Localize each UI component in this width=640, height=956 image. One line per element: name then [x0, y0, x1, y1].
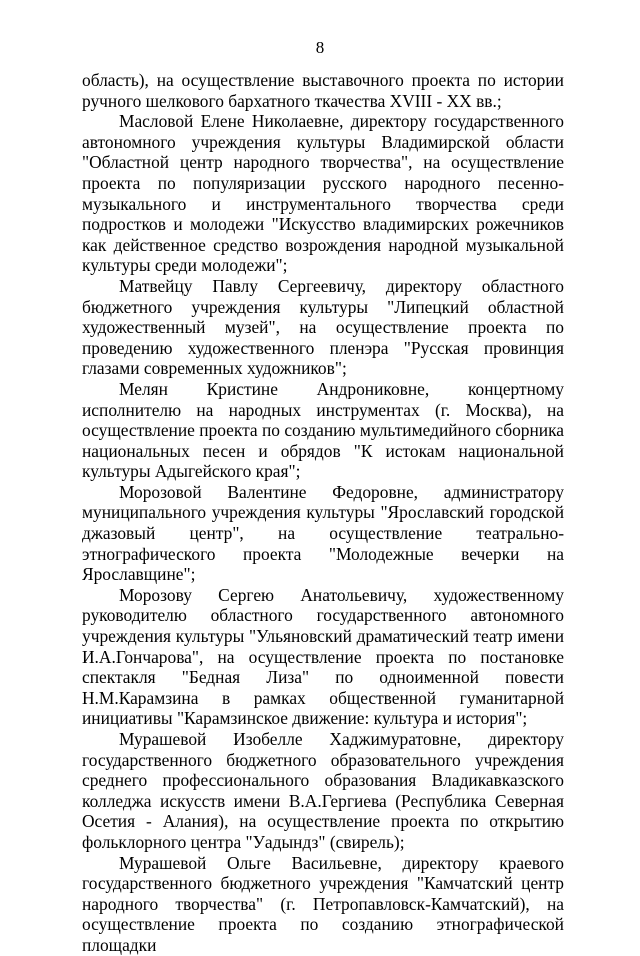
paragraph-murasheva-olga: Мурашевой Ольге Васильевне, директору краевого государственного бюджетного учреждения "Камчатский центр народного творчества" (г. Петропавловск-Камчатский), на осуществление проекта по созданию этнографической площадки	[82, 852, 564, 955]
paragraph-morozov: Морозову Сергею Анатольевичу, художественному руководителю областного государственного автономного учреждения культуры "Ульяновский драматический театр имени И.А.Гончарова", на осуществление проекта по постановке спектакля "Бедная Лиза" по одноименной повести Н.М.Карамзина в рамках общественной гуманитарной инициативы "Карамзинское движение: культура и история";	[82, 584, 564, 729]
paragraph-morozova: Морозовой Валентине Федоровне, администратору муниципального учреждения культуры "Ярославский городской джазовый центр", на осуществление театрально-этнографического проекта "Молодежные вечерки на Ярославщине";	[82, 481, 564, 585]
document-body	[82, 70, 564, 956]
paragraph-maslova: Масловой Елене Николаевне, директору государственного автономного учреждения культуры Владимирской области "Областной центр народного творчества", на осуществление проекта по популяризации русского народного песенно-музыкального и инструментального творчества среди подростков и молодежи "Искусство владимирских рожечников как действенное средство возрождения народной музыкальной культуры среди молодежи";	[82, 111, 564, 276]
paragraph-melyan: Мелян Кристине Андрониковне, концертному исполнителю на народных инструментах (г. Москва), на осуществление проекта по созданию мультимедийного сборника национальных песен и обрядов "К истокам национальной культуры Адыгейского края";	[82, 378, 564, 482]
paragraph-continuation: область), на осуществление выставочного проекта по истории ручного шелкового бархатного ткачества XVIII - XX вв.;	[82, 70, 564, 111]
paragraph-murasheva-izobella: Мурашевой Изобелле Хаджимуратовне, директору государственного бюджетного образовательного учреждения среднего профессионального образования Владикавказского колледжа искусств имени В.А.Гергиева (Республика Северная Осетия - Алания), на осуществление проекта по открытию фольклорного центра "Уадындз" (свирель);	[82, 729, 564, 852]
page-number: 8	[315, 38, 325, 57]
paragraph-matveyets: Матвейцу Павлу Сергеевичу, директору областного бюджетного учреждения культуры "Липецкий областной художественный музей", на осуществление проекта по проведению художественного пленэра "Русская провинция глазами современных художников";	[82, 275, 564, 379]
